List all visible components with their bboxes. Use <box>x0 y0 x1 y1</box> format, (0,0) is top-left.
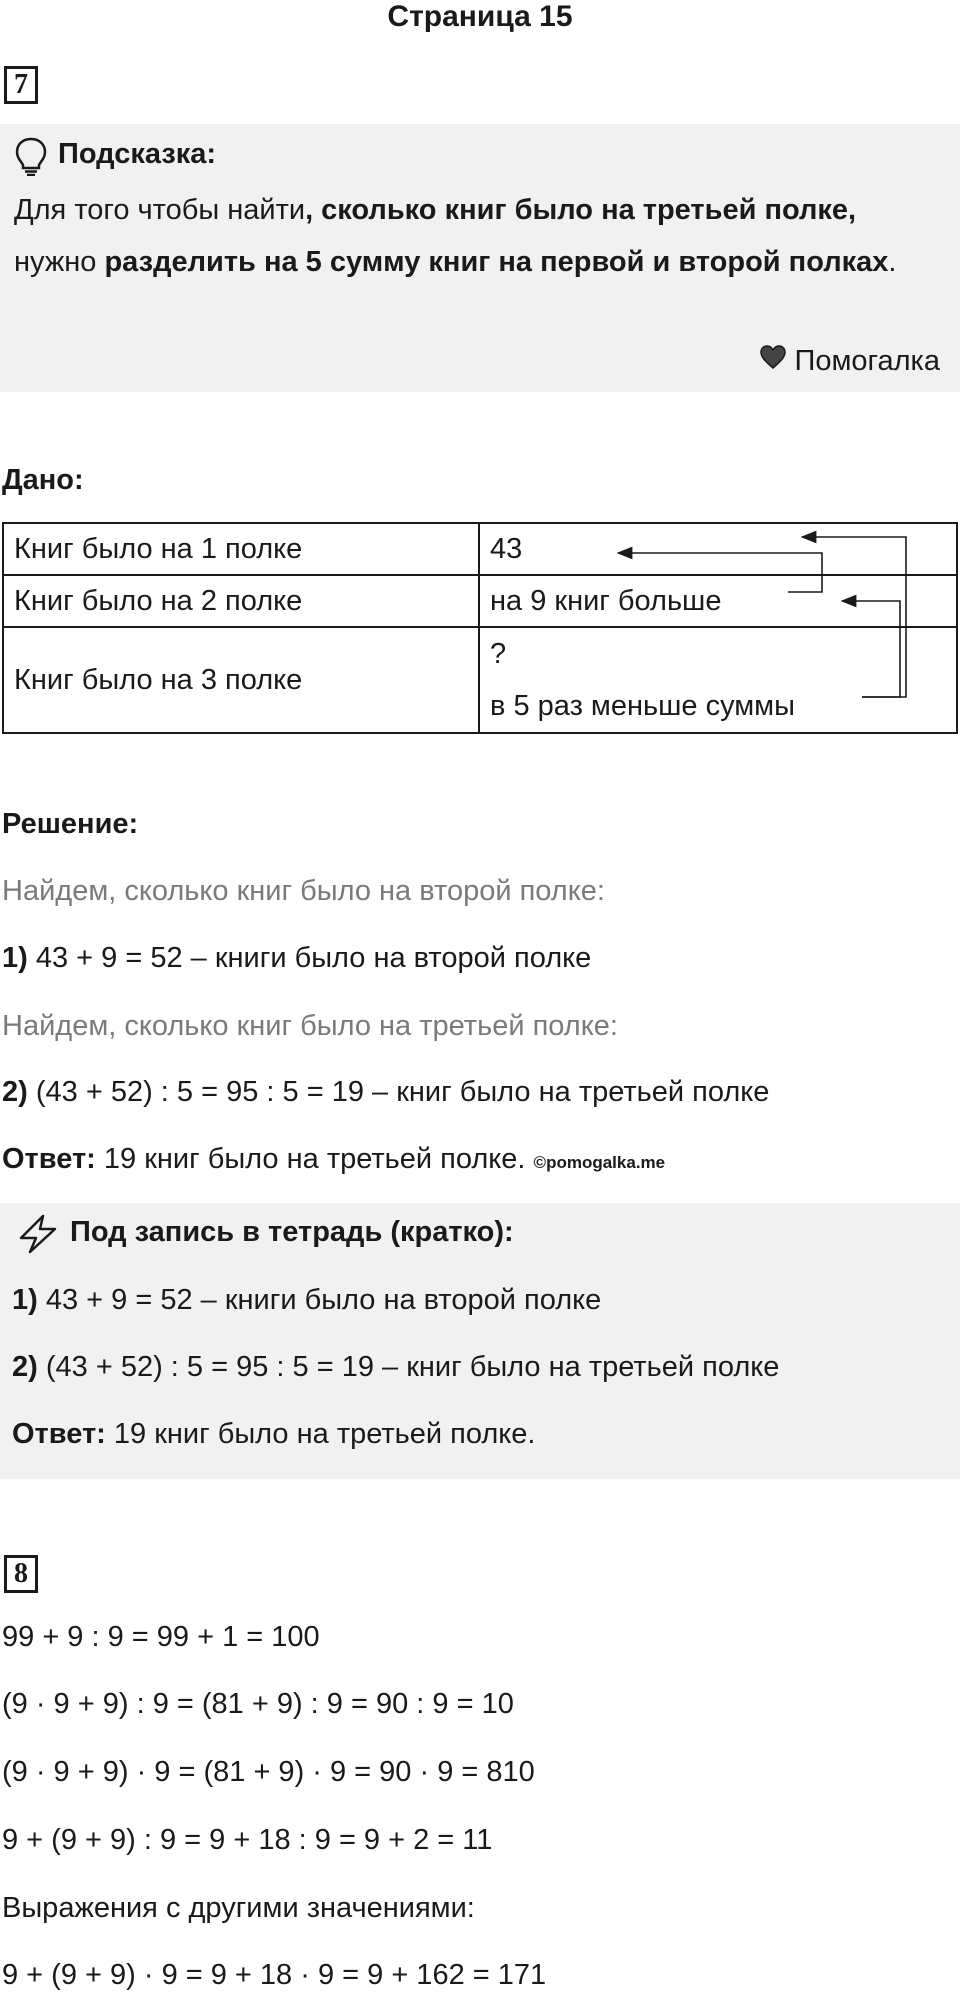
short-line <box>12 1351 779 1384</box>
hint-text-part: разделить на 5 сумму книг на первой и второй полках <box>104 246 889 278</box>
table-cell-value-line: ? <box>490 638 507 670</box>
table-cell-label: Книг было на 3 полке <box>3 627 479 733</box>
short-line <box>12 1284 601 1317</box>
step-expression: 43 + 9 = 52 – книги было на второй полке <box>35 942 592 974</box>
brand-name: Помогалка <box>794 344 940 377</box>
answer-label: Ответ: <box>12 1418 106 1450</box>
step-expression: (43 + 52) : 5 = 95 : 5 = 19 – книг было на третьей полке <box>35 1076 770 1108</box>
table-cell-value-line: в 5 раз меньше суммы <box>490 690 795 722</box>
other-values-label: Выражения с другими значениями: <box>2 1892 475 1924</box>
table-cell-label: Книг было на 2 полке <box>3 575 479 627</box>
lightning-icon <box>16 1214 60 1259</box>
expression-line: 99 + 9 : 9 = 99 + 1 = 100 <box>2 1621 320 1653</box>
hint-text-part: . <box>888 246 897 278</box>
table-cell-value: 43 <box>479 523 957 575</box>
given-label: Дано: <box>2 464 84 496</box>
task-number-8: 8 <box>4 1555 38 1593</box>
step-line <box>2 942 591 975</box>
hint-text-part: Для того чтобы найти <box>14 194 306 226</box>
task-number-7: 7 <box>4 66 38 104</box>
solution-label: Решение: <box>2 808 139 840</box>
expression-line: (9 · 9 + 9) · 9 = (81 + 9) · 9 = 90 · 9 = 810 <box>2 1756 535 1788</box>
step-note: Найдем, сколько книг было на второй полке: <box>2 875 605 907</box>
table-cell-label: Книг было на 1 полке <box>3 523 479 575</box>
table-cell-value: на 9 книг больше <box>479 575 957 627</box>
short-answer-line <box>12 1418 535 1451</box>
step-number: 1) <box>12 1284 38 1316</box>
step-expression: 43 + 9 = 52 – книги было на второй полке <box>45 1284 602 1316</box>
answer-text: 19 книг было на третьей полке. <box>103 1143 526 1175</box>
step-number: 1) <box>2 942 28 974</box>
step-note: Найдем, сколько книг было на третьей полке: <box>2 1010 618 1042</box>
hint-text-part: нужно <box>14 246 105 278</box>
watermark: ©pomogalka.me <box>533 1153 666 1172</box>
hint-title: Подсказка: <box>58 138 217 170</box>
expression-line: (9 · 9 + 9) : 9 = (81 + 9) : 9 = 90 : 9 = 10 <box>2 1688 514 1720</box>
expression-line: 9 + (9 + 9) : 9 = 9 + 18 : 9 = 9 + 2 = 11 <box>2 1824 493 1856</box>
step-line <box>2 1076 769 1109</box>
answer-label: Ответ: <box>2 1143 96 1175</box>
short-notes-title: Под запись в тетрадь (кратко): <box>70 1216 514 1248</box>
step-number: 2) <box>2 1076 28 1108</box>
step-number: 2) <box>12 1351 38 1383</box>
relation-arrows <box>0 0 960 760</box>
hint-text-part: , сколько книг было на третьей полке, <box>305 194 857 226</box>
answer-line <box>2 1143 665 1176</box>
answer-text: 19 книг было на третьей полке. <box>113 1418 536 1450</box>
step-expression: (43 + 52) : 5 = 95 : 5 = 19 – книг было на третьей полке <box>45 1351 780 1383</box>
page-title: Страница 15 <box>387 0 573 33</box>
expression-line: 9 + (9 + 9) · 9 = 9 + 18 · 9 = 9 + 162 = 171 <box>2 1959 547 1991</box>
